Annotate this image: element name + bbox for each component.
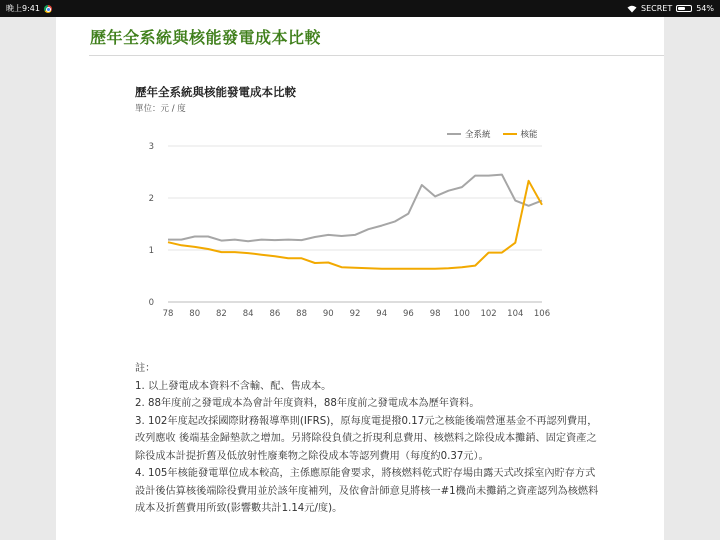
legend-swatch-nuclear [503,133,517,135]
y-tick-label: 0 [148,298,154,308]
series-line-system [168,175,542,242]
chart-legend [447,128,538,140]
wifi-icon [627,5,637,13]
x-tick-label: 104 [507,309,524,319]
battery-level [678,7,684,10]
y-tick-label: 1 [148,246,154,256]
chart-unit: 單位：元 / 度 [135,104,186,114]
x-tick-label: 102 [480,309,497,319]
x-tick-label: 106 [533,309,551,319]
x-tick-label: 88 [296,309,307,319]
legend-label-nuclear: 核能 [520,130,538,140]
x-tick-label: 80 [189,309,201,319]
legend-item-nuclear [503,128,538,140]
legend-swatch-system [447,133,461,135]
note-item: 3. 102年度起改採國際財務報導準則(IFRS)，原每度電提撥0.17元之核能後端營運基金不再認列費用，改列應收 後端基金歸墊款之增加。另將除役負債之折現利息費用、核燃料之除役成本攤銷、固定資產之除役成本計提折舊及低放射性廢棄物之除役成本等認列費用（每度約0.37元）。 [135,415,598,462]
article-page [56,17,664,540]
x-tick-label: 78 [162,309,174,319]
x-tick-label: 82 [216,309,227,319]
status-bar [0,0,720,17]
x-tick-label: 86 [269,309,281,319]
y-tick-label: 3 [148,142,154,152]
note-item: 4. 105年核能發電單位成本較高，主係應原能會要求，將核燃料乾式貯存場由露天式改採室內貯存方式設計後估算核後端除役費用並於該年度補列，及依會計師意見將核一#1機尚未攤銷之資產認列為核燃料成本及折舊費用所致(影響數共計1.14元/度)。 [135,468,599,514]
series-line-nuclear [168,181,542,269]
battery-icon [676,5,692,12]
page-title: 歷年全系統與核能發電成本比較 [90,28,322,47]
y-tick-label: 2 [148,194,154,204]
notes-section [135,360,599,518]
x-tick-label: 98 [429,309,441,319]
legend-item-system [447,128,491,140]
chrome-icon [44,5,52,13]
note-item: 1. 以上發電成本資料不含輸、配、售成本。 [135,380,332,392]
chart-title: 歷年全系統與核能發電成本比較 [135,85,296,99]
battery-percent: 54% [696,4,714,13]
x-tick-label: 90 [322,309,334,319]
notes-heading: 註： [135,363,156,374]
status-time: 晚上9:41 [6,4,40,13]
note-item: 2. 88年度前之發電成本為會計年度資料，88年度前之發電成本為歷年資料。 [135,398,480,409]
vpn-label: SECRET [641,4,673,13]
x-tick-label: 92 [349,309,361,319]
x-tick-label: 100 [453,309,470,319]
cost-comparison-chart [56,17,664,337]
legend-label-system: 全系統 [465,130,491,140]
x-tick-label: 94 [376,309,388,319]
x-tick-label: 96 [403,309,414,319]
x-tick-label: 84 [242,309,254,319]
